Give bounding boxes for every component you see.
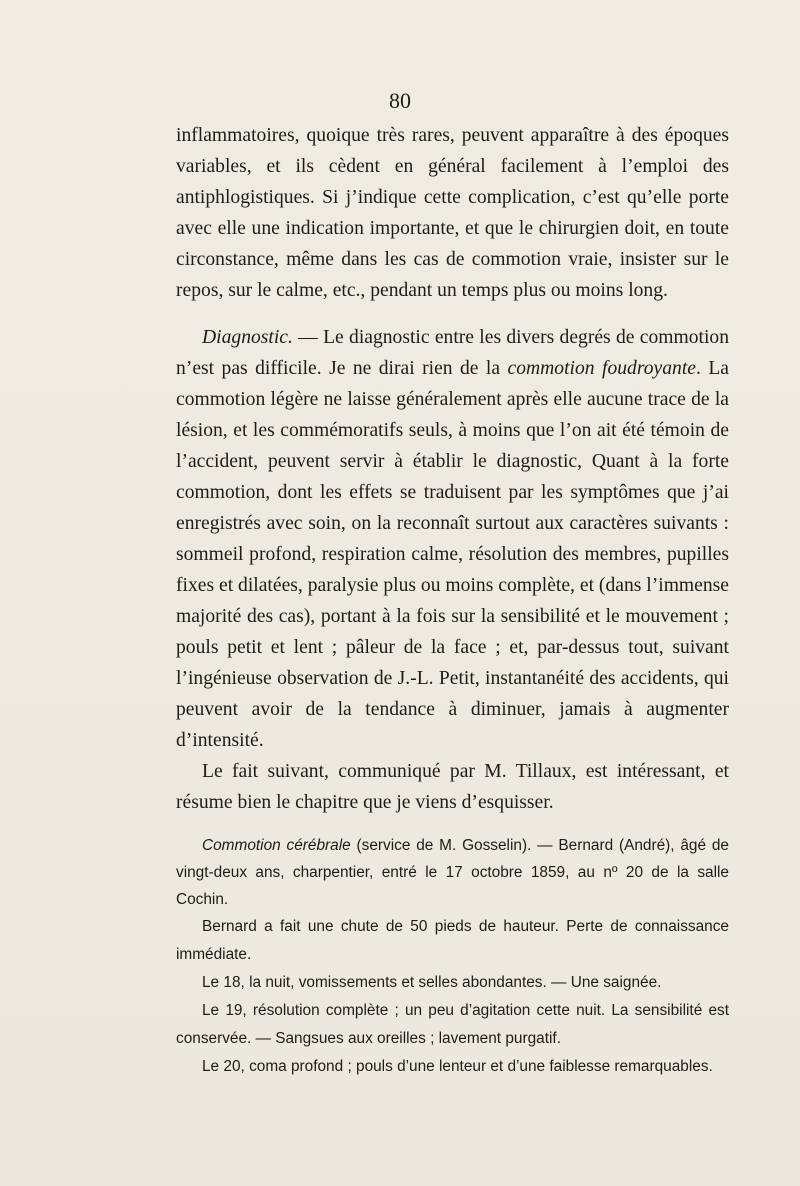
- observation-intro-text: (service de M. Gosselin). — Bernard (André), âgé de vingt-deux ans, charpentier, entré le 17 octobre 1859, au nº 20 de la salle Cochin.: [176, 837, 729, 908]
- main-text: [176, 120, 729, 818]
- observation-title: Commotion cérébrale: [202, 837, 351, 854]
- observation-para-day20: Le 20, coma profond ; pouls d’une lenteur et d’une faiblesse remarquables.: [202, 1058, 713, 1075]
- body-text: [176, 120, 729, 1081]
- paragraph-complications: inflammatoires, quoique très rares, peuvent apparaître à des époques variables, et ils cèdent en général facilement à l’emploi des antiphlogistiques. Si j’indique cette complication, c’est qu’elle porte avec elle une indication importante, et que le chirurgien doit, en toute circonstance, même dans les cas de commotion vraie, insister sur le repos, sur le calme, etc., pendant un temps plus ou moins long.: [176, 125, 729, 301]
- observation-intro: [176, 832, 729, 913]
- paragraph-transition: Le fait suivant, communiqué par M. Tillaux, est intéressant, et résume bien le chapitre que je viens d’esquisser.: [176, 761, 729, 813]
- diagnostic-italic-term: commotion foudroyante: [507, 358, 696, 379]
- diagnostic-text-a: — Le diagnostic entre les divers degrés de commotion n’est pas difficile. Je ne dirai rien de la: [176, 327, 729, 379]
- page-number: 80: [389, 88, 411, 113]
- observation-para-day19: Le 19, résolution complète ; un peu d’agitation cette nuit. La sensibilité est conservée. — Sangsues aux oreilles ; lavement purgatif.: [176, 1002, 729, 1047]
- paragraph-diagnostic: [176, 322, 729, 756]
- observation-para-day18: Le 18, la nuit, vomissements et selles abondantes. — Une saignée.: [202, 974, 662, 991]
- clinical-observation: [176, 832, 729, 1081]
- section-heading-diagnostic: Diagnostic.: [202, 327, 293, 348]
- diagnostic-text-b: . La commotion légère ne laisse généralement après elle aucune trace de la lésion, et les commémoratifs seuls, à moins que l’on ait été témoin de l’accident, peuvent servir à établir le diagnostic, Quant à la forte commotion, dont les effets se traduisent par les symptômes que j’ai enregistrés avec soin, on la reconnaît surtout aux caractères suivants : sommeil profond, respiration calme, résolution des membres, pupilles fixes et dilatées, paralysie plus ou moins complète, et (dans l’immense majorité des cas), portant à la fois sur la sensibilité et le mouvement ; pouls petit et lent ; pâleur de la face ; et, par-dessus tout, suivant l’ingénieuse observation de J.-L. Petit, instantanéité des accidents, qui peuvent avoir de la tendance à diminuer, jamais à augmenter d’intensité.: [176, 358, 729, 751]
- observation-para-fall: Bernard a fait une chute de 50 pieds de hauteur. Perte de connaissance immédiate.: [176, 918, 729, 963]
